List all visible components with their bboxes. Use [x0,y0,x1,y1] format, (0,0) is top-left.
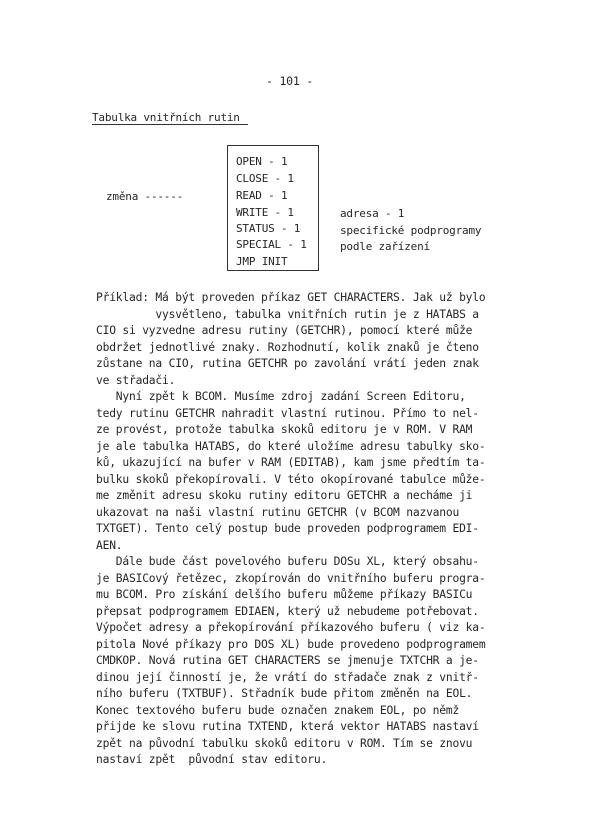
page-number: - 101 - [266,74,314,88]
text-line: pitola Nové příkazy pro DOS XL) bude provedeno podprogramem [96,637,486,651]
page-title: Tabulka vnitřních rutin [92,111,240,124]
note-line: adresa - 1 [340,207,405,220]
text-line: ze provést, protože tabulka skoků editoru je v ROM. V RAM [96,423,473,436]
routine-entry: CLOSE - 1 [236,172,294,185]
text-line: CMDKOP. Nová rutina GET CHARACTERS se jmenuje TXTCHR a je- [96,654,479,667]
text-line: tedy rutinu GETCHR nahradit vlastní rutinou. Přímo to nel- [96,406,479,420]
routine-notes [340,206,481,256]
text-line: Konec textového buferu bude označen znakem EOL, po němž [96,703,460,717]
text-line: ve střadači. [96,373,176,387]
routine-entry: SPECIAL - 1 [236,238,307,251]
note-line: specifické podprogramy [340,223,482,237]
text-line: Nyní zpět k BCOM. Musíme zdroj zadání Screen Editoru, [96,390,466,403]
text-line: ukazovat na naši vlastní rutinu GETCHR (v BCOM nazvanou [96,505,460,519]
routine-entry: OPEN - 1 [236,155,288,168]
text-line: přepsat podprogramem EDIAEN, který už nebudeme potřebovat. [96,604,479,618]
body-text [96,290,485,769]
text-line: ního buferu (TXTBUF). Střadník bude přitom změněn na EOL. [96,687,473,700]
text-line: je ale tabulka HATABS, do které uložíme adresu tabulky sko- [96,439,486,453]
text-line: přijde ke slovu rutina TXTEND, která vektor HATABS nastaví [96,720,479,733]
text-line: me změnit adresu skoku rutiny editoru GETCHR a necháme ji [96,489,473,502]
text-line: ků, ukazující na bufer v RAM (EDITAB), kam jsme předtím ta- [96,456,486,469]
title-underline [92,124,248,125]
text-line: nastaví zpět původní stav editoru. [96,753,328,766]
text-line: je BASICový řetězec, zkopírován do vnitřního buferu progra- [96,571,486,585]
text-line: zpět na původní tabulku skoků editoru v ROM. Tím se znovu [96,736,473,750]
text-line: Příklad: Má být proveden příkaz GET CHARACTERS. Jak už bylo [96,291,486,304]
change-marker-label: změna ------ [106,190,184,203]
text-line: CIO si vyzvedne adresu rutiny (GETCHR), pomocí které může [96,324,473,337]
routine-entry: STATUS - 1 [236,222,301,235]
text-line: zůstane na CIO, rutina GETCHR po zavolání vrátí jeden znak [96,357,479,370]
text-line: bulku skoků překopírovali. V této okopírované tabulce může- [96,472,486,486]
text-line: dinou její činností je, že vrátí do střadače znak z vnitř- [96,670,479,684]
text-line: mu BCOM. Pro získání delšího buferu můžeme příkazy BASICu [96,588,473,601]
text-line: Výpočet adresy a překopírování příkazového buferu ( viz ka- [96,621,486,634]
text-line: obdržet jednotlivé znaky. Rozhodnutí, kolik znaků je čteno [96,340,479,354]
text-line: TXTGET). Tento celý postup bude proveden podprogramem EDI- [96,522,479,535]
text-line: Dále bude část povelového buferu DOSu XL, který obsahu- [96,555,479,568]
routine-entry: JMP INIT [236,255,288,268]
note-line: podle zařízení [340,240,430,253]
routine-entry: READ - 1 [236,189,288,202]
text-line: AEN. [96,538,123,552]
text-line: vysvětleno, tabulka vnitřních rutin je z HATABS a [96,307,479,321]
routine-entry: WRITE - 1 [236,206,294,219]
